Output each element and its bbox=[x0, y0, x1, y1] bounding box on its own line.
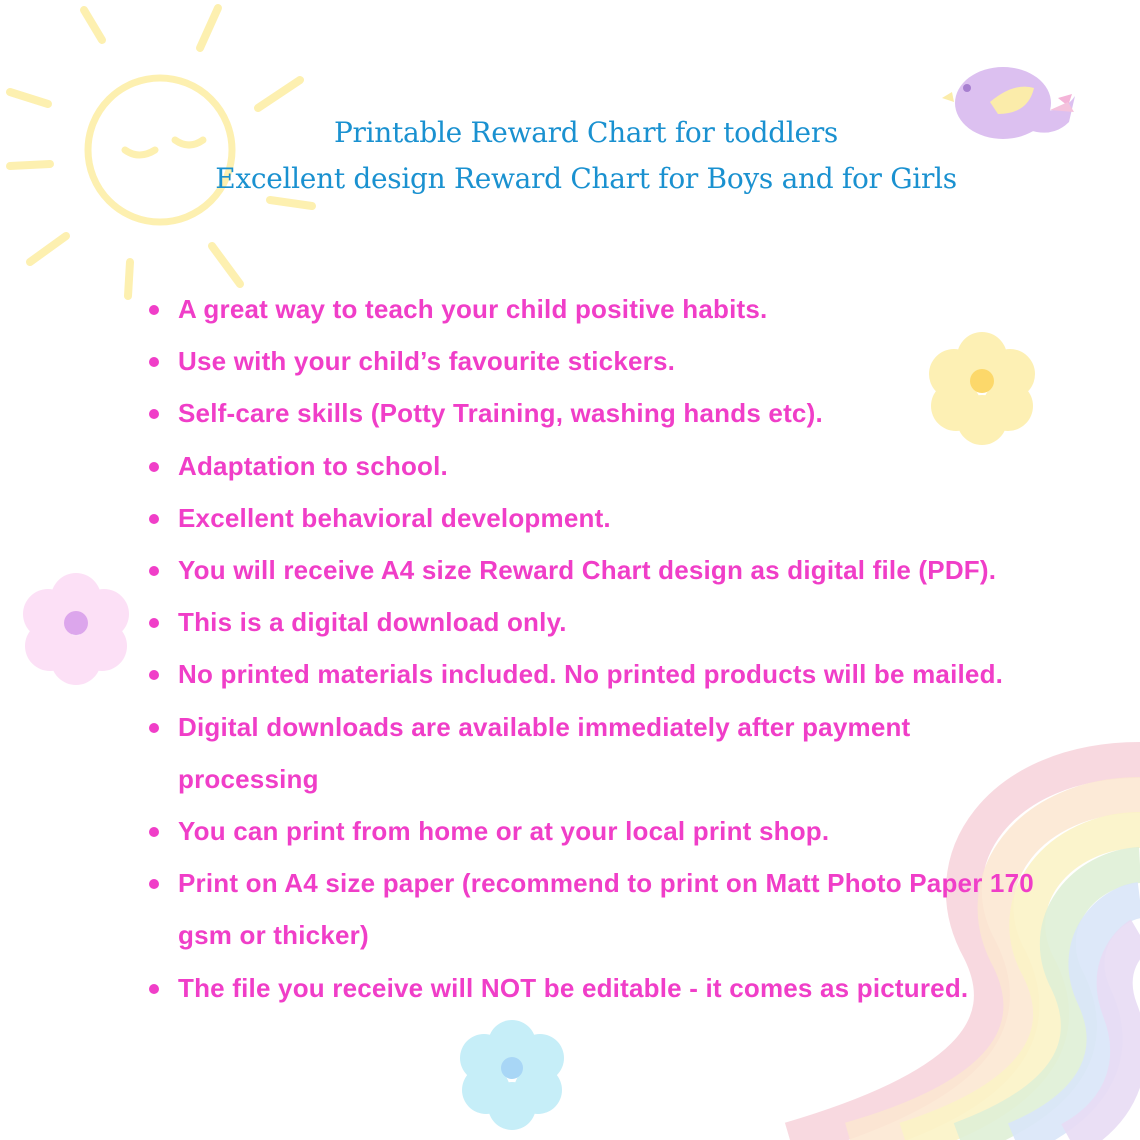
title-line-2: Excellent design Reward Chart for Boys and for Girls bbox=[215, 162, 957, 195]
list-item: A great way to teach your child positive habits. bbox=[148, 283, 1128, 335]
list-item: You will receive A4 size Reward Chart design as digital file (PDF). bbox=[148, 544, 1128, 596]
feature-list bbox=[148, 283, 1128, 1014]
list-item: Adaptation to school. bbox=[148, 440, 1128, 492]
list-item: Excellent behavioral development. bbox=[148, 492, 1128, 544]
title-line-1: Printable Reward Chart for toddlers bbox=[334, 116, 838, 149]
flower-icon bbox=[23, 573, 129, 685]
list-item: You can print from home or at your local print shop. bbox=[148, 805, 1128, 857]
list-item: Use with your child’s favourite stickers. bbox=[148, 335, 1128, 387]
list-item: This is a digital download only. bbox=[148, 596, 1128, 648]
page-header bbox=[0, 110, 1140, 202]
list-item: Self-care skills (Potty Training, washing hands etc). bbox=[148, 387, 1128, 439]
list-item: The file you receive will NOT be editable - it comes as pictured. bbox=[148, 962, 1128, 1014]
list-item: Print on A4 size paper (recommend to print on Matt Photo Paper 170 gsm or thicker) bbox=[148, 857, 1128, 961]
list-item: No printed materials included. No printed products will be mailed. bbox=[148, 648, 1128, 700]
flower-icon bbox=[460, 1020, 564, 1130]
list-item: Digital downloads are available immediately after payment processing bbox=[148, 701, 1128, 805]
